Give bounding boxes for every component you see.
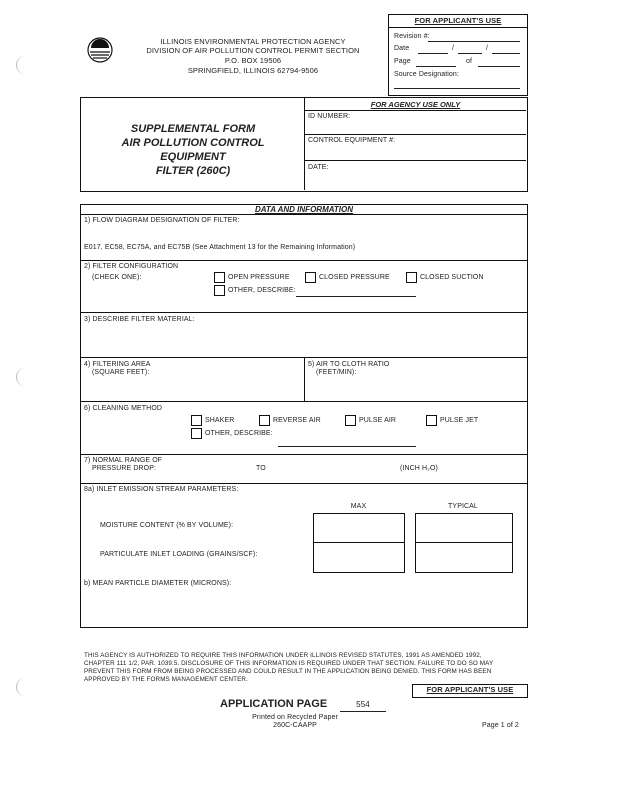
moisture-typical-cell[interactable] [416, 514, 512, 542]
data-information-header: DATA AND INFORMATION [254, 205, 354, 214]
page-total-field[interactable] [478, 66, 520, 67]
punch-hole-mark [16, 368, 27, 386]
form-title-line-3: EQUIPMENT [160, 151, 226, 163]
other-config-checkbox[interactable] [214, 285, 225, 296]
s1-value[interactable]: E017, EC58, EC75A, and EC75B (See Attachment 13 for the Remaining Information) [84, 244, 356, 251]
authority-notice-2: CHAPTER 111 1/2, PAR. 1039.5. DISCLOSURE OF THIS INFORMATION IS REQUIRED UNDER THAT SECTION. FAILURE TO DO SO MAY [84, 660, 494, 667]
date-year-field[interactable] [492, 53, 520, 54]
form-title-line-2: AIR POLLUTION CONTROL [121, 137, 265, 149]
shaker-checkbox[interactable] [191, 415, 202, 426]
application-page-label: APPLICATION PAGE [220, 698, 328, 710]
revision-field[interactable] [428, 41, 520, 42]
moisture-content-label: MOISTURE CONTENT (% BY VOLUME): [100, 522, 234, 529]
revision-label: Revision #: [394, 33, 430, 40]
date-label: Date [394, 45, 410, 52]
agency-use-title: FOR AGENCY USE ONLY [370, 100, 461, 109]
s5-label: 5) AIR TO CLOTH RATIO [308, 361, 390, 368]
shaker-label: SHAKER [205, 417, 235, 424]
s3-label: 3) DESCRIBE FILTER MATERIAL: [84, 316, 195, 323]
s4-unit: (SQUARE FEET): [92, 369, 150, 376]
moisture-max-cell[interactable] [314, 514, 404, 542]
footer-applicant-use-title: FOR APPLICANT'S USE [426, 685, 514, 694]
recycled-paper-note: Printed on Recycled Paper [252, 714, 338, 721]
id-number-label: ID NUMBER: [308, 113, 351, 120]
closed-suction-label: CLOSED SUCTION [420, 274, 484, 281]
s6-label: 6) CLEANING METHOD [84, 405, 163, 412]
closed-pressure-checkbox[interactable] [305, 272, 316, 283]
particulate-loading-label: PARTICULATE INLET LOADING (GRAINS/SCF): [100, 551, 258, 558]
closed-pressure-label: CLOSED PRESSURE [319, 274, 390, 281]
page-label: Page [394, 58, 411, 65]
agency-line-2: DIVISION OF AIR POLLUTION CONTROL PERMIT SECTION [146, 46, 360, 55]
page-of-total: Page 1 of 2 [482, 722, 519, 729]
s2-check-one: (CHECK ONE): [92, 274, 142, 281]
authority-notice-3: PREVENT THIS FORM FROM BEING PROCESSED AND COULD RESULT IN THE APPLICATION BEING DENIED. THIS FORM HAS BEEN [84, 668, 492, 675]
other-cleaning-label: OTHER, DESCRIBE: [205, 430, 273, 437]
open-pressure-label: OPEN PRESSURE [228, 274, 290, 281]
reverse-air-checkbox[interactable] [259, 415, 270, 426]
other-config-field[interactable] [296, 296, 416, 297]
s7-unit: (INCH H₂O) [400, 465, 438, 472]
pulse-air-checkbox[interactable] [345, 415, 356, 426]
agency-date-label: DATE: [308, 164, 329, 171]
particulate-max-cell[interactable] [314, 543, 404, 571]
s5-unit: (FEET/MIN): [316, 369, 357, 376]
form-title-line-1: SUPPLEMENTAL FORM [130, 123, 256, 135]
s7-to: TO [256, 465, 266, 472]
source-designation-field[interactable] [394, 88, 520, 89]
reverse-air-label: REVERSE AIR [273, 417, 321, 424]
max-column-header: MAX [350, 503, 367, 510]
s8-label: 8a) INLET EMISSION STREAM PARAMETERS: [84, 486, 239, 493]
agency-line-1: ILLINOIS ENVIRONMENTAL PROTECTION AGENCY [160, 37, 346, 46]
page-of-label: of [466, 58, 473, 65]
source-designation-label: Source Designation: [394, 71, 459, 78]
pulse-jet-checkbox[interactable] [426, 415, 437, 426]
illinois-epa-logo [86, 36, 114, 64]
s4-label: 4) FILTERING AREA [84, 361, 151, 368]
date-sep-1: / [452, 45, 455, 52]
form-code: 260C-CAAPP [273, 722, 317, 729]
application-page-number: 554 [356, 700, 370, 709]
authority-notice-1: THIS AGENCY IS AUTHORIZED TO REQUIRE THIS INFORMATION UNDER ILLINOIS REVISED STATUTES, 1991 AS AMENDED 1992, [84, 652, 482, 659]
s7-label: 7) NORMAL RANGE OF [84, 457, 163, 464]
form-title-line-4: FILTER (260C) [155, 165, 231, 177]
open-pressure-checkbox[interactable] [214, 272, 225, 283]
authority-notice-4: APPROVED BY THE FORMS MANAGEMENT CENTER. [84, 676, 248, 683]
closed-suction-checkbox[interactable] [406, 272, 417, 283]
typical-column-header: TYPICAL [448, 503, 478, 510]
punch-hole-mark [16, 56, 27, 74]
control-equipment-label: CONTROL EQUIPMENT #: [308, 137, 396, 144]
agency-line-3: P.O. BOX 19506 [224, 56, 282, 65]
s1-label: 1) FLOW DIAGRAM DESIGNATION OF FILTER: [84, 217, 240, 224]
other-config-label: OTHER, DESCRIBE: [228, 287, 296, 294]
mean-particle-diameter-label: b) MEAN PARTICLE DIAMETER (MICRONS): [84, 580, 232, 587]
pulse-jet-label: PULSE JET [440, 417, 479, 424]
s2-label: 2) FILTER CONFIGURATION [84, 263, 179, 270]
page-field[interactable] [416, 66, 456, 67]
pulse-air-label: PULSE AIR [359, 417, 397, 424]
particulate-typical-cell[interactable] [416, 543, 512, 571]
date-day-field[interactable] [458, 53, 482, 54]
applicant-use-title: FOR APPLICANT'S USE [414, 16, 502, 25]
other-cleaning-checkbox[interactable] [191, 428, 202, 439]
other-cleaning-field[interactable] [278, 446, 416, 447]
date-sep-2: / [486, 45, 489, 52]
s7-pressure-drop: PRESSURE DROP: [92, 465, 157, 472]
agency-line-4: SPRINGFIELD, ILLINOIS 62794-9506 [187, 66, 319, 75]
date-month-field[interactable] [418, 53, 448, 54]
punch-hole-mark [16, 678, 27, 696]
